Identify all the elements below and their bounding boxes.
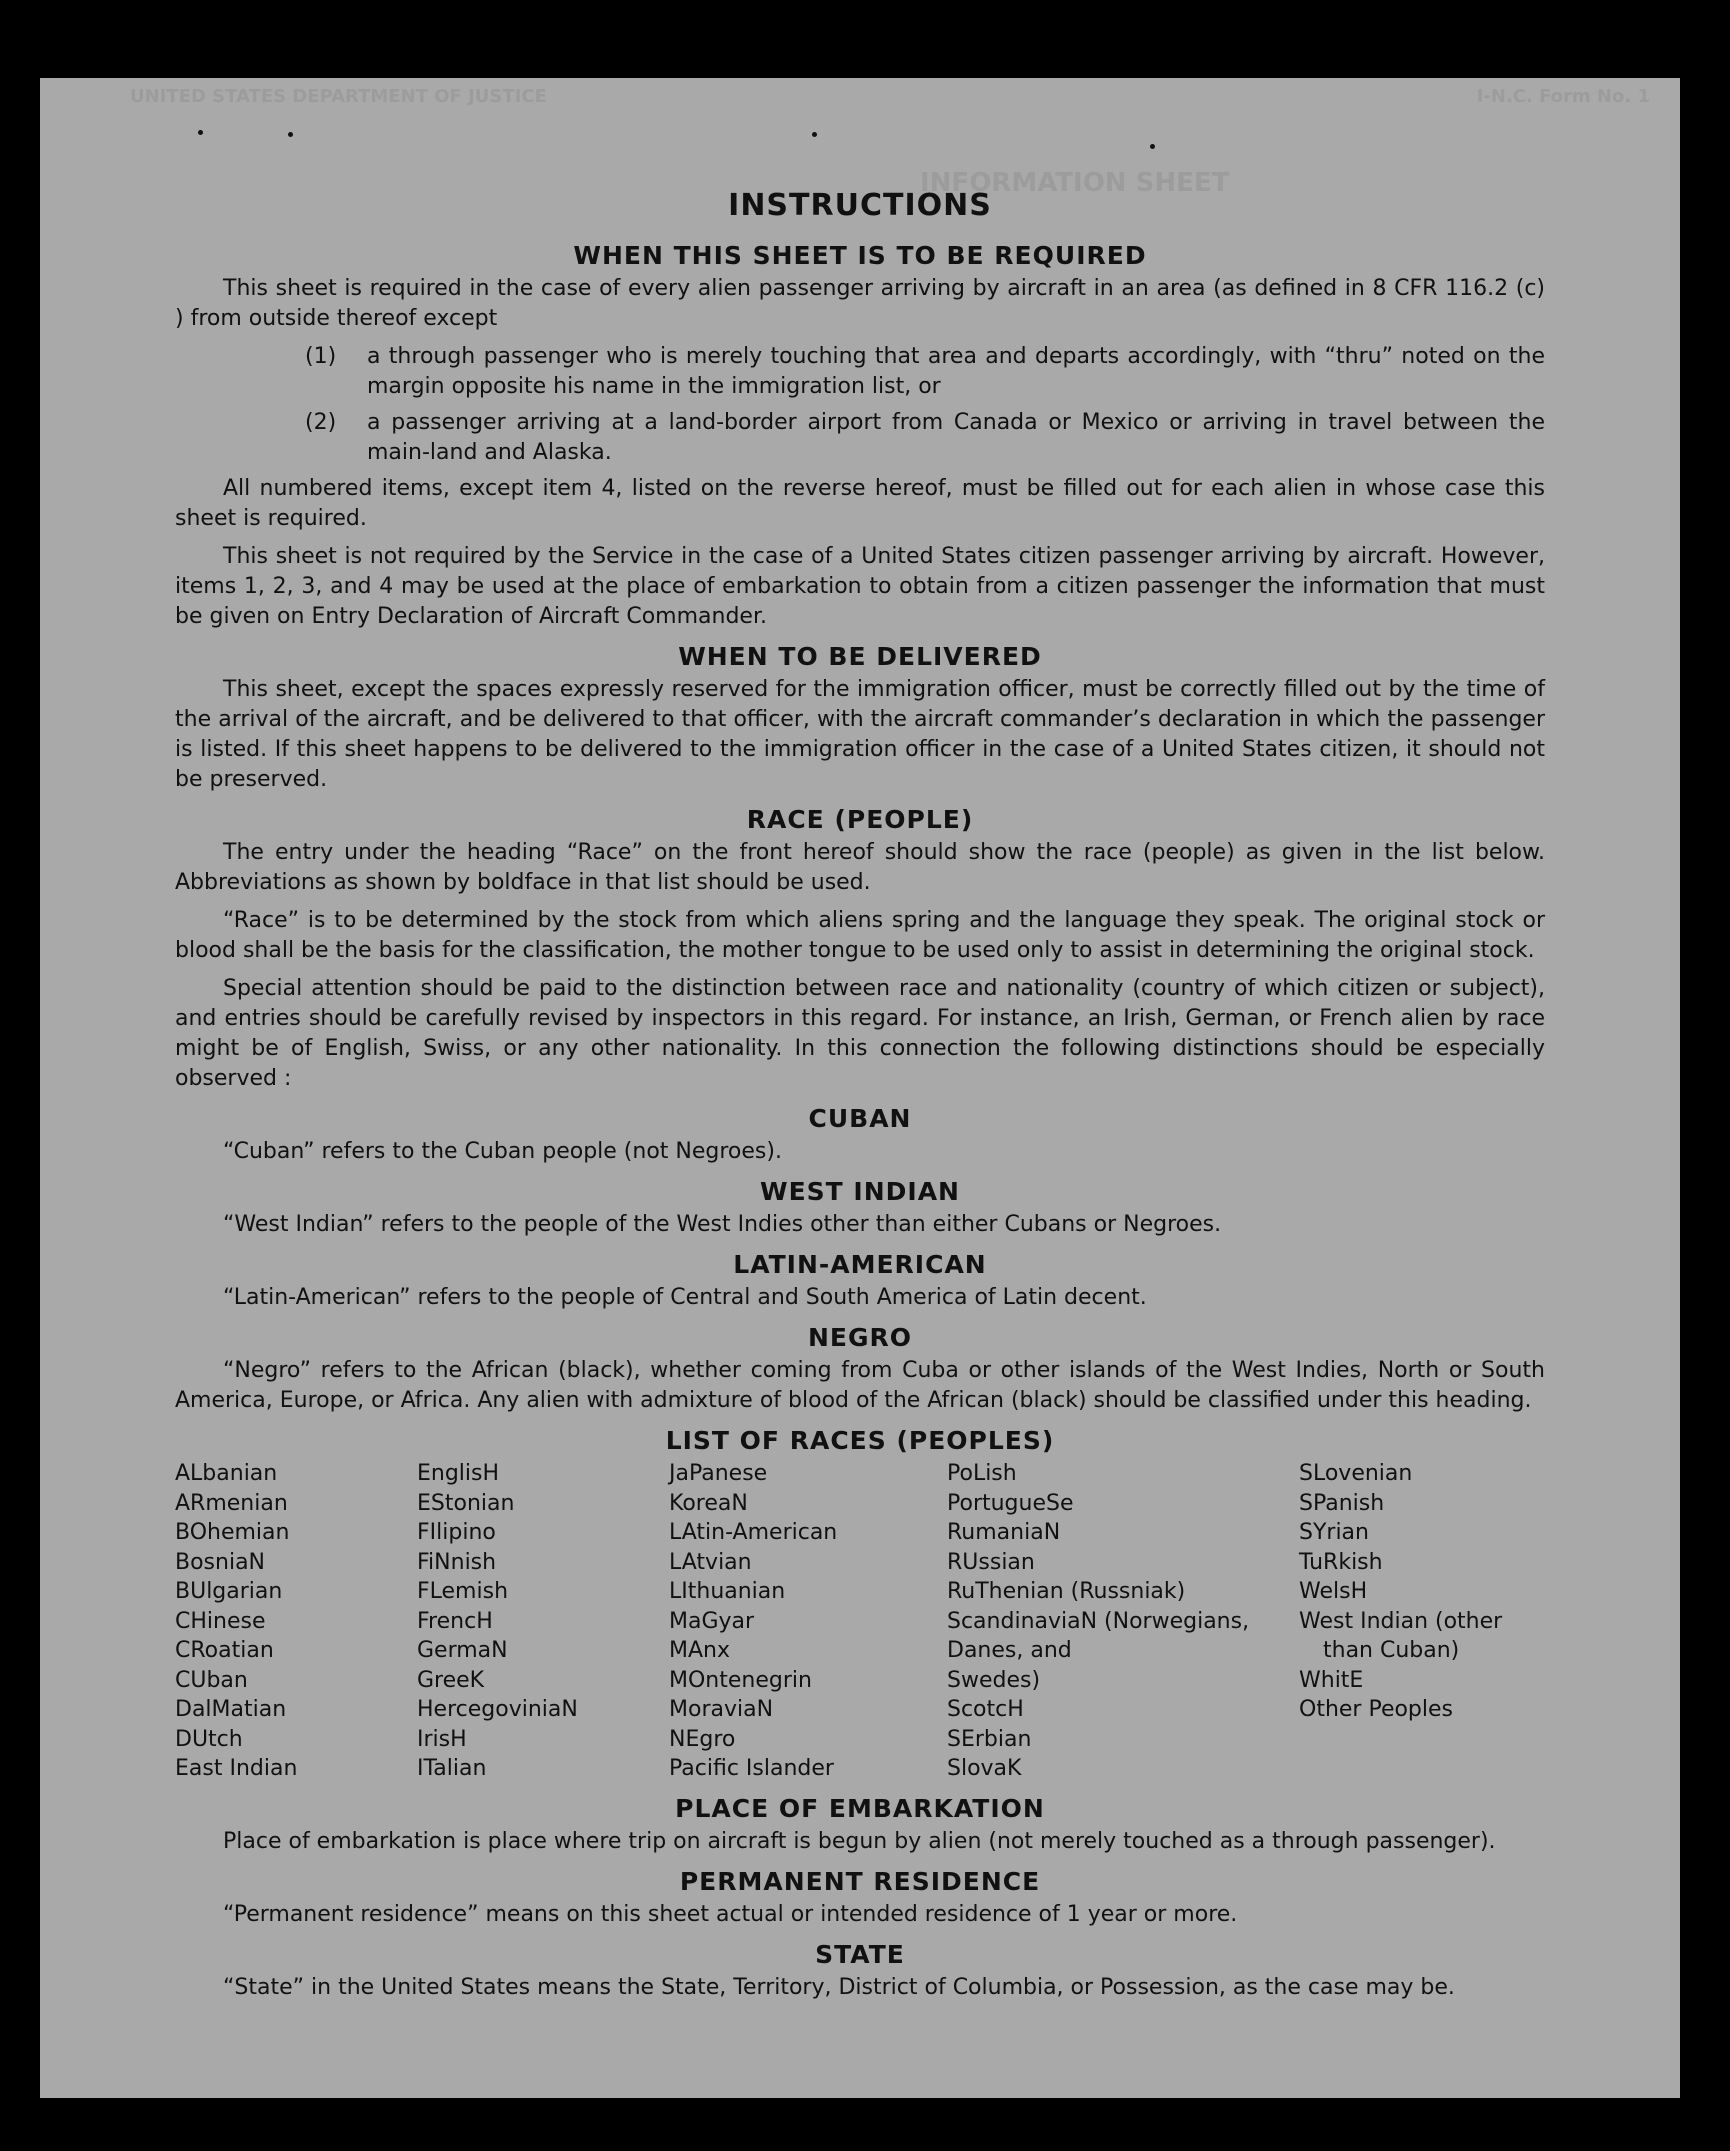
speck [1150,144,1155,149]
section-heading-required: WHEN THIS SHEET IS TO BE REQUIRED [573,241,1147,270]
speck [812,132,817,137]
race-entry: ARmenian [175,1490,288,1516]
section-heading-delivered: WHEN TO BE DELIVERED [678,642,1042,671]
race-entry: RumaniaN [947,1520,1061,1545]
paragraph: This sheet is not required by the Service in the case of a United States citizen passenger arriving by aircraft. However, items 1, 2, 3, and 4 may be used at the place of embarkation to obtain from a citizen passenger the information that must be given on Entry Declaration of Aircraft Commander. [175,544,1545,629]
item-number: (2) [305,410,337,435]
race-entry: CRoatian [175,1638,274,1663]
race-entry: BosniaN [175,1549,266,1575]
paragraph: “Latin-American” refers to the people of Central and South America of Latin decent. [223,1285,1147,1310]
race-entry: PortugueSe [947,1490,1074,1516]
race-column [1299,1459,1559,1784]
bleed-through-form-number: I-N.C. Form No. 1 [1476,86,1650,107]
speck [198,130,203,135]
race-entry: DalMatian [175,1697,287,1722]
section-heading-embarkation: PLACE OF EMBARKATION [675,1793,1045,1823]
race-entry: DUtch [175,1726,243,1752]
race-entry: FiNnish [417,1549,497,1575]
list-item [175,342,1545,402]
race-list [175,1459,1545,1784]
race-entry: TuRkish [1299,1549,1383,1575]
race-entry: SErbian [947,1726,1032,1752]
race-entry: ScandinaviaN (Norwegians, [947,1608,1250,1634]
race-entry: ALbanian [175,1461,278,1486]
race-entry: GermaN [417,1638,508,1663]
race-entry: PoLish [947,1461,1017,1486]
race-column [669,1459,947,1784]
paragraph: “Permanent residence” means on this sheet actual or intended residence of 1 year or more. [223,1901,1238,1927]
section-heading-state: STATE [815,1939,905,1969]
paragraph: This sheet, except the spaces expressly reserved for the immigration officer, must be correctly filled out by the time of the arrival of the aircraft, and be delivered to that officer, with the aircraft commander’s declaration in which the passenger is listed. If this sheet happens to be delivered to the immigration officer in the case of a United States citizen, it should not be preserved. [175,677,1545,792]
race-entry: ScotcH [947,1697,1024,1722]
race-entry: EnglisH [417,1461,500,1486]
item-number: (1) [305,344,337,369]
section-heading-negro: NEGRO [807,1323,913,1352]
race-entry: MoraviaN [669,1697,774,1722]
race-column [417,1459,669,1784]
race-entry: MaGyar [669,1608,755,1634]
item-text: a passenger arriving at a land-border airport from Canada or Mexico or arriving in travel between the main-land and Alaska. [367,410,1545,465]
race-entry: WelsH [1299,1579,1368,1604]
race-entry: Danes, and [947,1638,1072,1663]
race-entry: SLovenian [1299,1461,1413,1486]
paragraph: Place of embarkation is place where trip on aircraft is begun by alien (not merely touched as a through passenger). [223,1828,1496,1854]
paragraph: Special attention should be paid to the distinction between race and nationality (country of which citizen or subject), and entries should be carefully revised by inspectors in this regard. For instance, an Irish, German, or French alien by race might be of English, Swiss, or any other nationality. In this connection the following distinctions should be especially observed : [175,976,1545,1091]
section-heading-latin-american: LATIN-AMERICAN [733,1250,987,1279]
race-entry: BOhemian [175,1520,290,1545]
race-entry: Pacific Islander [669,1756,834,1781]
race-entry: JaPanese [669,1461,768,1486]
paragraph: “West Indian” refers to the people of the West Indies other than either Cubans or Negroes. [223,1212,1222,1237]
item-text: a through passenger who is merely touching that area and departs accordingly, with “thru” noted on the margin opposite his name in the immigration list, or [367,344,1545,399]
paragraph: The entry under the heading “Race” on the front hereof should show the race (people) as given in the list below. Abbreviations as shown by boldface in that list should be used. [175,840,1545,895]
race-entry: EStonian [417,1490,515,1516]
speck [288,132,293,137]
race-entry: Swedes) [947,1667,1041,1693]
page-title: INSTRUCTIONS [728,188,992,223]
race-entry: GreeK [417,1667,485,1693]
section-heading-race: RACE (PEOPLE) [746,805,974,834]
race-entry: FrencH [417,1608,493,1634]
race-entry: RUssian [947,1549,1035,1575]
race-entry: FLemish [417,1579,509,1604]
paragraph: “State” in the United States means the State, Territory, District of Columbia, or Possession, as the case may be. [223,1974,1455,2000]
race-entry: SYrian [1299,1520,1369,1545]
paragraph: “Negro” refers to the African (black), whether coming from Cuba or other islands of the West Indies, North or South America, Europe, or Africa. Any alien with admixture of blood of the African (black) should be classified under this heading. [175,1358,1545,1413]
race-entry: than Cuban) [1323,1638,1460,1663]
race-entry: CUban [175,1667,248,1693]
race-entry: LAtin-American [669,1520,838,1545]
race-entry: CHinese [175,1608,266,1634]
bleed-through-heading: INFORMATION SHEET [920,168,1230,198]
list-item [175,408,1545,468]
section-heading-residence: PERMANENT RESIDENCE [679,1866,1041,1896]
section-heading-list-of-races: LIST OF RACES (PEOPLES) [665,1426,1055,1455]
race-entry: RuThenian (Russniak) [947,1579,1186,1604]
race-entry: MOntenegrin [669,1667,812,1693]
document-page [40,78,1680,2098]
race-column [175,1459,417,1784]
race-entry: ITalian [417,1756,487,1781]
race-entry: SlovaK [947,1756,1022,1781]
race-entry: HercegoviniaN [417,1697,578,1722]
paragraph: All numbered items, except item 4, listed on the reverse hereof, must be filled out for each alien in whose case this sheet is required. [175,476,1545,531]
race-entry: IrisH [417,1726,467,1752]
section-heading-cuban: CUBAN [808,1104,912,1133]
race-entry: LAtvian [669,1549,752,1575]
race-entry: KoreaN [669,1490,748,1516]
race-entry: SPanish [1299,1490,1385,1516]
race-entry: LIthuanian [669,1579,786,1604]
bleed-through-header-left: UNITED STATES DEPARTMENT OF JUSTICE [130,86,547,107]
paragraph: This sheet is required in the case of every alien passenger arriving by aircraft in an area (as defined in 8 CFR 116.2 (c) ) from outside thereof except [175,276,1545,331]
race-column [947,1459,1299,1784]
race-entry: FIlipino [417,1520,496,1545]
paragraph: “Race” is to be determined by the stock from which aliens spring and the language they speak. The original stock or blood shall be the basis for the classification, the mother tongue to be used only to assist in determining the original stock. [175,908,1545,963]
race-entry: WhitE [1299,1667,1364,1693]
paragraph: “Cuban” refers to the Cuban people (not Negroes). [223,1139,782,1164]
section-heading-west-indian: WEST INDIAN [760,1177,960,1206]
race-entry: NEgro [669,1726,736,1752]
race-entry: BUlgarian [175,1579,283,1604]
race-entry: MAnx [669,1638,730,1663]
race-entry: East Indian [175,1756,298,1781]
race-entry: West Indian (other [1299,1608,1503,1634]
race-entry: Other Peoples [1299,1697,1454,1722]
